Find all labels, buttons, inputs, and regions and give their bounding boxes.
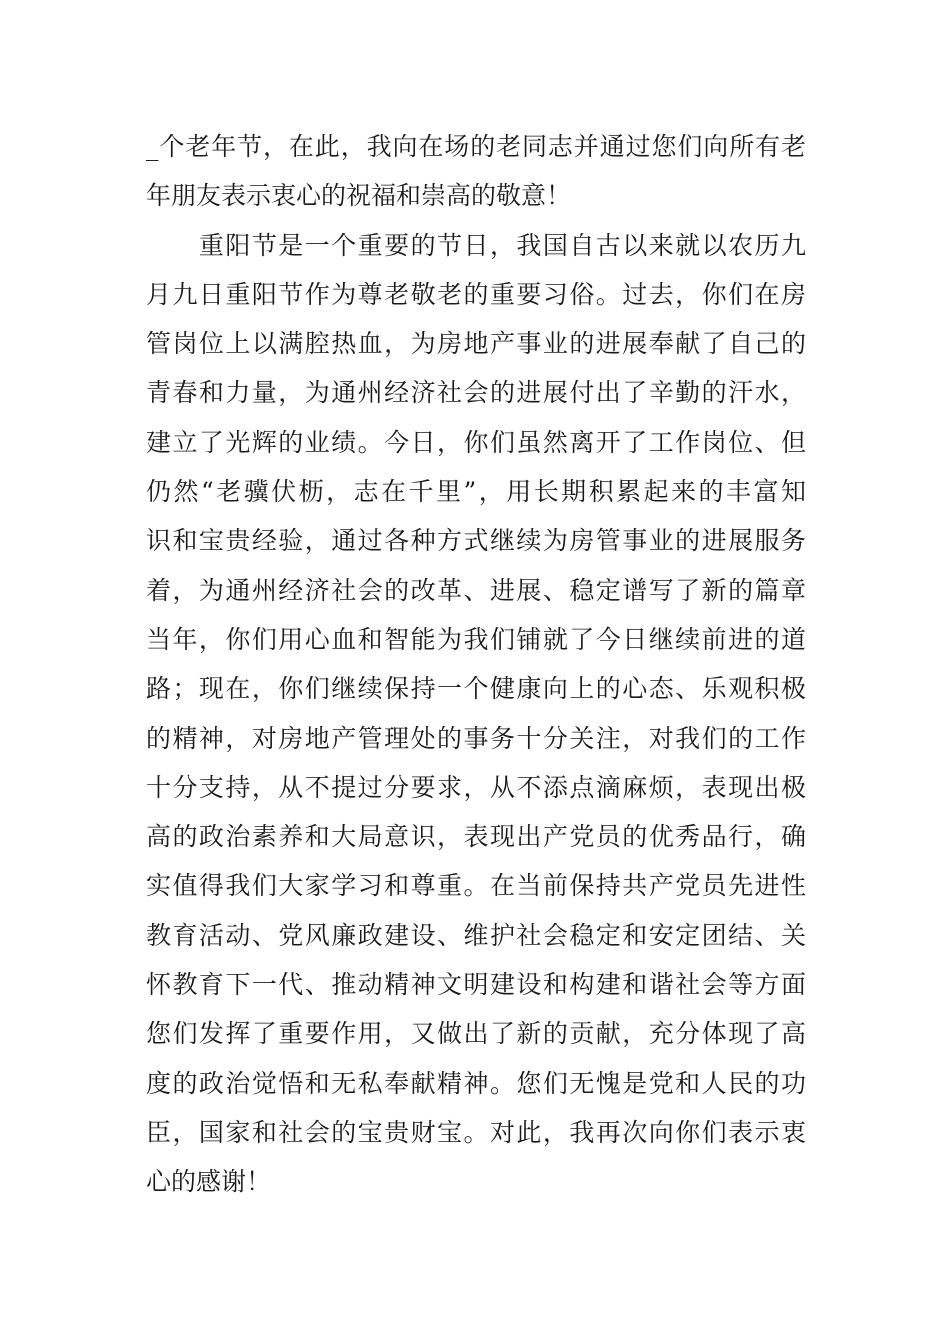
text-line-15: 高的政治素养和大局意识，表现出产党员的优秀品行，确 <box>146 822 806 852</box>
document-body-text <box>146 122 806 1207</box>
text-line-18: 怀教育下一代、推动精神文明建设和构建和谐社会等方面 <box>146 970 806 1000</box>
text-line-17: 教育活动、党风廉政建设、维护社会稳定和安定团结、关 <box>146 920 806 950</box>
text-line-14: 十分支持，从不提过分要求，从不添点滴麻烦，表现出极 <box>146 772 806 802</box>
text-line-13: 的精神，对房地产管理处的事务十分关注，对我们的工作 <box>146 723 806 753</box>
text-line-3: 重阳节是一个重要的节日，我国自古以来就以农历九 <box>146 230 806 260</box>
text-line-2: 年朋友表示衷心的祝福和崇高的敬意！ <box>146 181 572 211</box>
text-line-21: 臣，国家和社会的宝贵财宝。对此，我再次向你们表示衷 <box>146 1117 806 1147</box>
text-line-20: 度的政治觉悟和无私奉献精神。您们无愧是党和人民的功 <box>146 1068 806 1098</box>
text-line-10: 着，为通州经济社会的改革、进展、稳定谱写了新的篇章 <box>146 575 806 605</box>
text-line-9: 识和宝贵经验，通过各种方式继续为房管事业的进展服务 <box>146 526 806 556</box>
text-line-22: 心的感谢！ <box>146 1167 272 1197</box>
text-line-1: _个老年节，在此，我向在场的老同志并通过您们向所有老 <box>146 132 806 161</box>
text-line-5: 管岗位上以满腔热血，为房地产事业的进展奉献了自己的 <box>146 329 806 359</box>
text-line-8: 仍然“老骥伏枥，志在千里”，用长期积累起来的丰富知 <box>146 477 806 507</box>
text-line-4: 月九日重阳节作为尊老敬老的重要习俗。过去，你们在房 <box>146 279 806 309</box>
text-line-6: 青春和力量，为通州经济社会的进展付出了辛勤的汗水， <box>146 378 806 408</box>
text-line-7: 建立了光辉的业绩。今日，你们虽然离开了工作岗位、但 <box>146 427 806 457</box>
text-line-12: 路；现在，你们继续保持一个健康向上的心态、乐观积极 <box>146 674 806 704</box>
text-line-16: 实值得我们大家学习和尊重。在当前保持共产党员先进性 <box>146 871 806 901</box>
text-line-11: 当年，你们用心血和智能为我们铺就了今日继续前进的道 <box>146 624 806 654</box>
text-line-19: 您们发挥了重要作用，又做出了新的贡献，充分体现了高 <box>146 1019 806 1049</box>
